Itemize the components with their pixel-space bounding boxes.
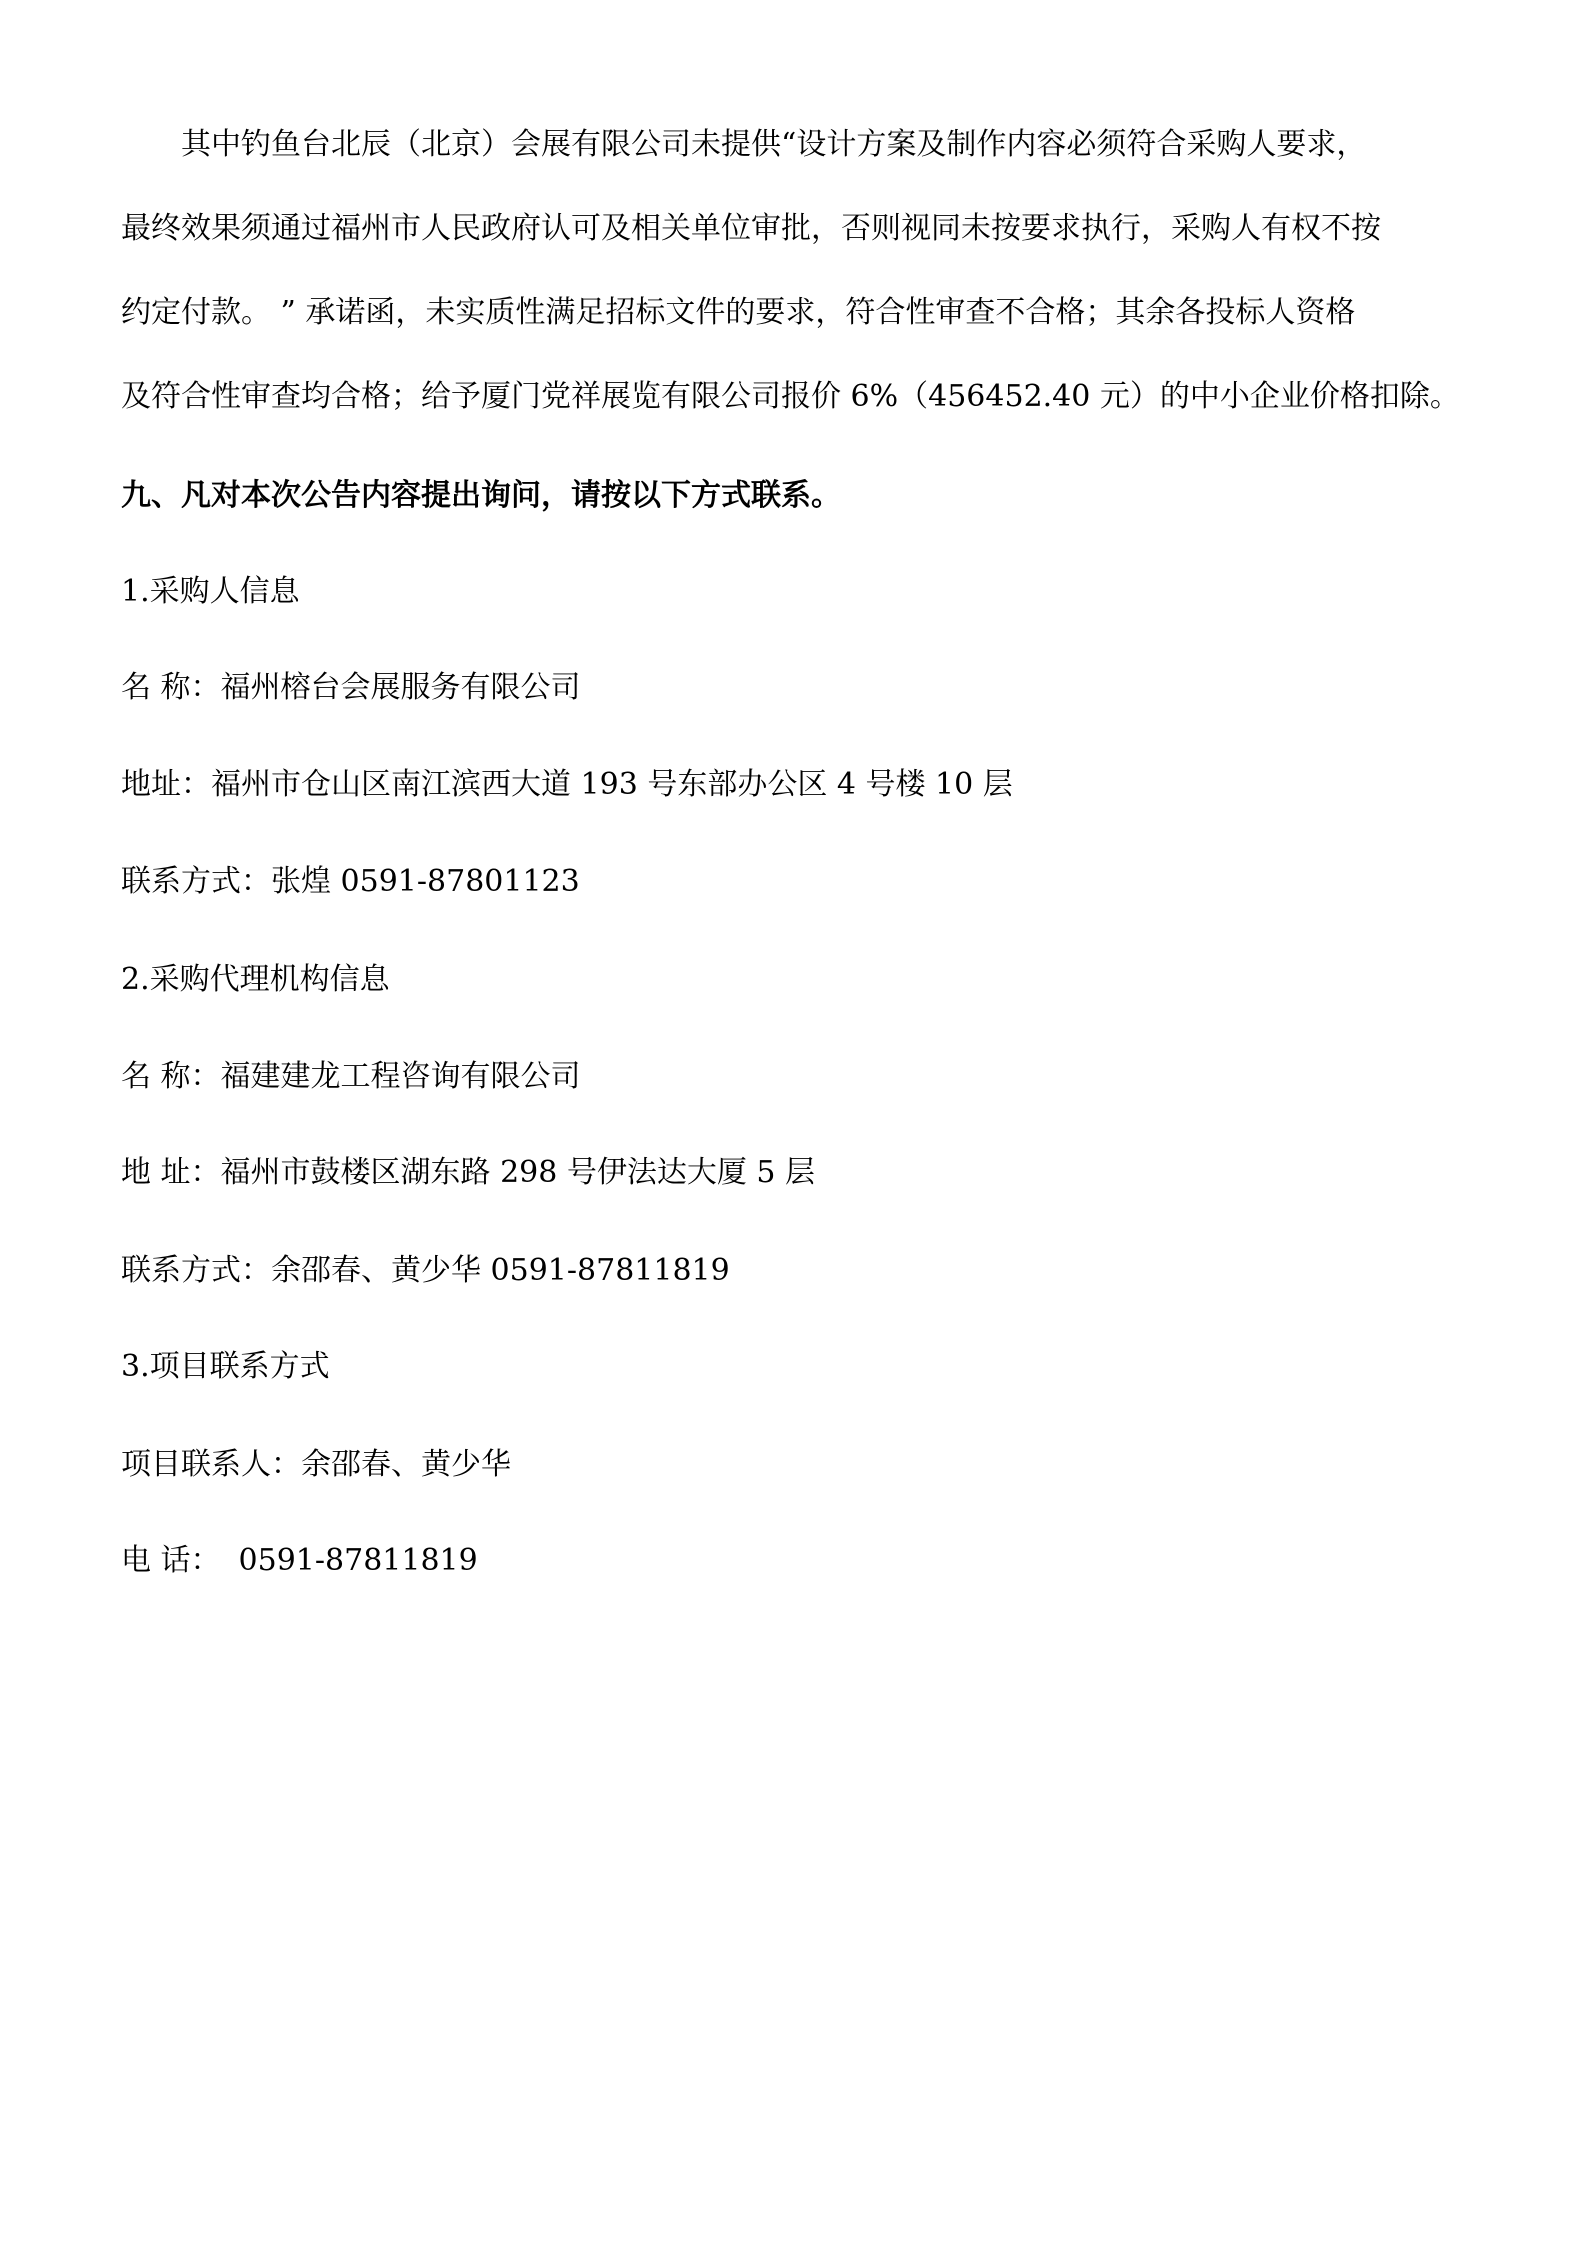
purchaser-address-row — [121, 765, 1013, 805]
purchaser-name-row — [121, 668, 581, 708]
paragraph-line-1: 其中钓鱼台北辰（北京）会展有限公司未提供“设计方案及制作内容必须符合采购人要求， — [181, 127, 1367, 162]
purchaser-address-label: 地址： — [121, 767, 211, 802]
agency-name-value: 福建建龙工程咨询有限公司 — [220, 1059, 581, 1094]
purchaser-contact-row — [121, 862, 580, 902]
purchaser-title: 1.采购人信息 — [121, 574, 300, 609]
project-phone-row — [121, 1541, 478, 1581]
agency-contact-value: 余邵春、黄少华 0591-87811819 — [271, 1253, 730, 1288]
purchaser-contact-label: 联系方式： — [121, 864, 271, 899]
agency-title: 2.采购代理机构信息 — [121, 962, 390, 997]
purchaser-contact-value: 张煌 0591-87801123 — [271, 864, 580, 899]
agency-name-label: 名 称： — [121, 1059, 221, 1094]
paragraph-line-4: 及符合性审查均合格；给予厦门党祥展览有限公司报价 6%（456452.40 元）的中小企业价格扣除。 — [121, 379, 1460, 414]
agency-contact-row — [121, 1251, 730, 1291]
project-person-value: 余邵春、黄少华 — [301, 1447, 511, 1482]
project-title: 3.项目联系方式 — [121, 1349, 330, 1384]
section-9-heading: 九、凡对本次公告内容提出询问，请按以下方式联系。 — [121, 478, 841, 513]
project-person-row — [121, 1445, 511, 1485]
project-phone-value: 0591-87811819 — [238, 1543, 478, 1578]
project-phone-label: 电 话： — [121, 1543, 221, 1578]
purchaser-name-label: 名 称： — [121, 670, 221, 705]
paragraph-line-3: 约定付款。 ” 承诺函，未实质性满足招标文件的要求，符合性审查不合格；其余各投标人资格 — [121, 295, 1356, 330]
purchaser-address-value: 福州市仓山区南江滨西大道 193 号东部办公区 4 号楼 10 层 — [211, 767, 1013, 802]
agency-name-row — [121, 1057, 581, 1097]
paragraph-line-2: 最终效果须通过福州市人民政府认可及相关单位审批，否则视同未按要求执行，采购人有权不按 — [121, 211, 1381, 246]
agency-address-value: 福州市鼓楼区湖东路 298 号伊法达大厦 5 层 — [220, 1155, 816, 1190]
agency-address-label: 地 址： — [121, 1155, 221, 1190]
agency-contact-label: 联系方式： — [121, 1253, 271, 1288]
project-person-label: 项目联系人： — [121, 1447, 301, 1482]
purchaser-name-value: 福州榕台会展服务有限公司 — [220, 670, 581, 705]
agency-address-row — [121, 1153, 815, 1193]
